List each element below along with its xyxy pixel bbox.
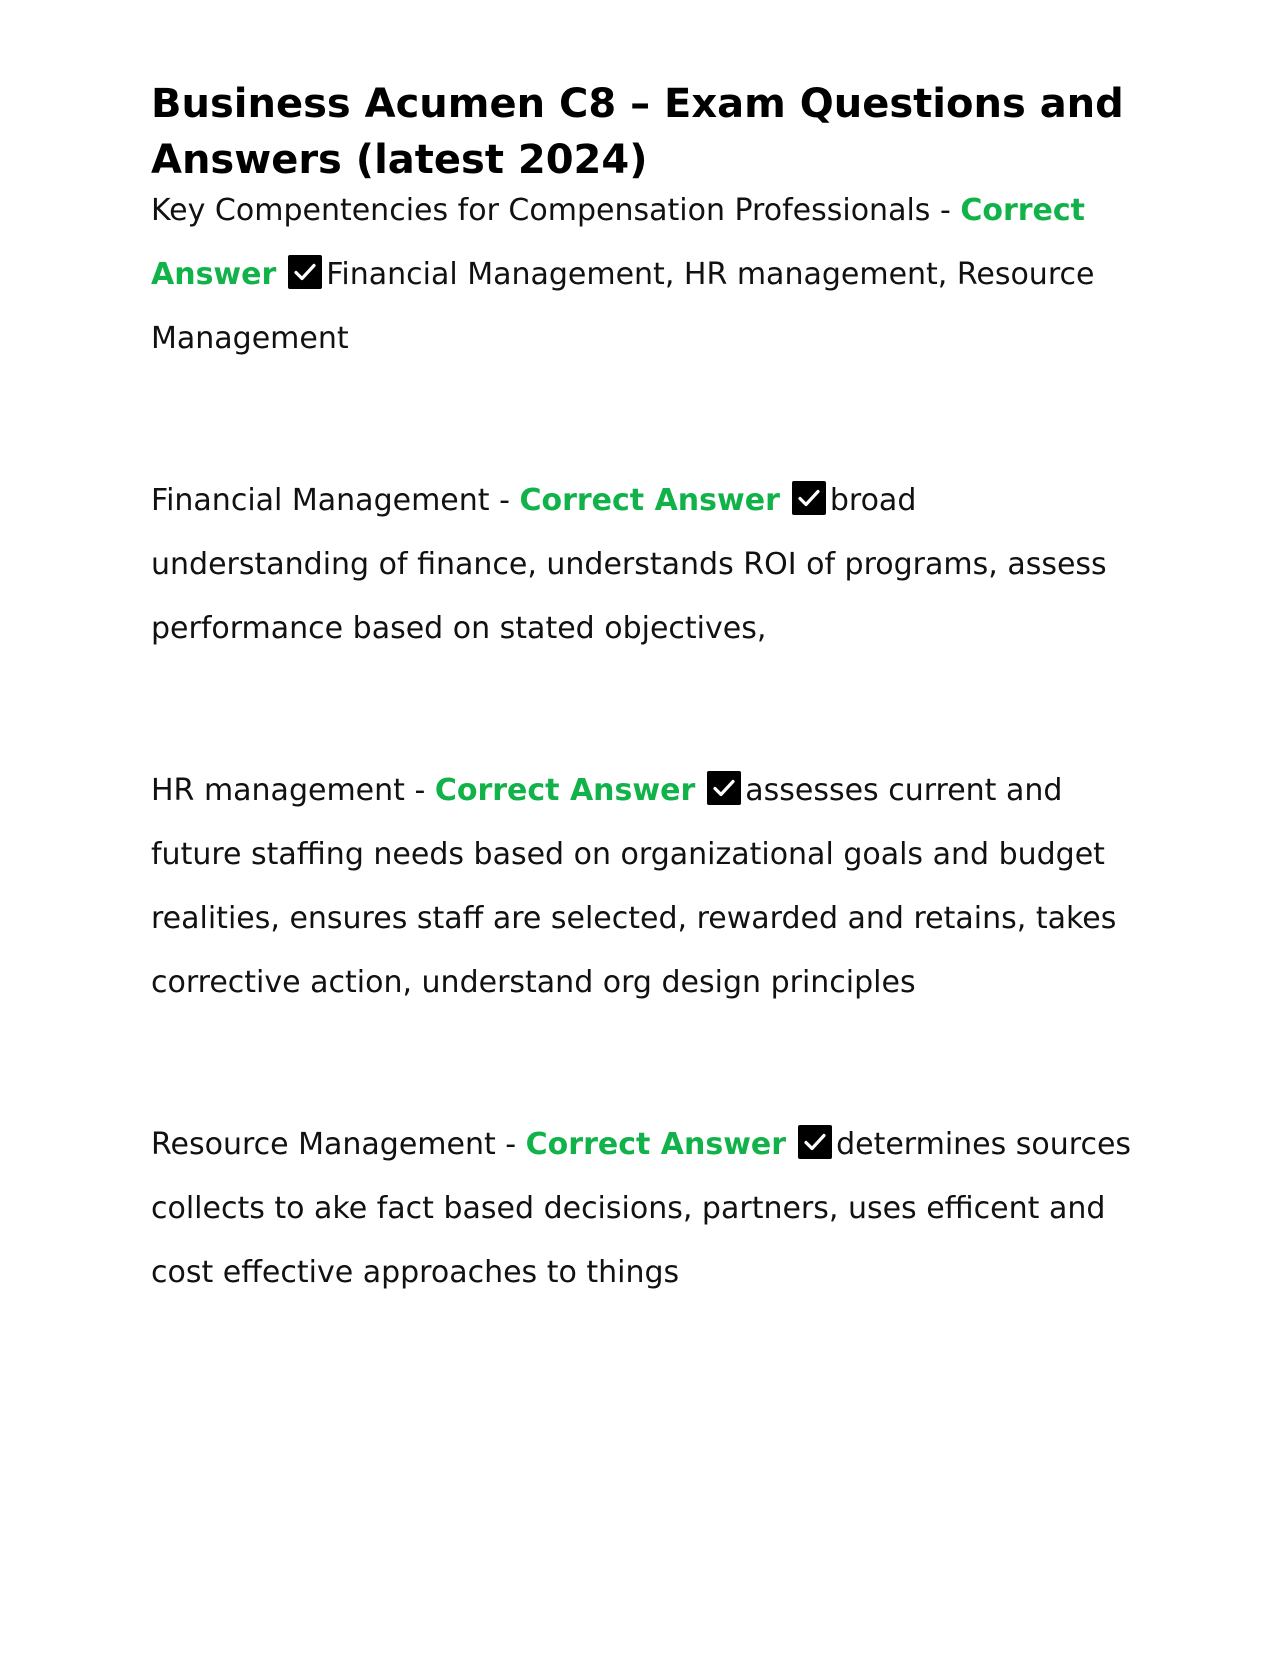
qa-item <box>151 469 1141 661</box>
separator: - <box>404 773 435 808</box>
check-box-icon <box>288 255 322 289</box>
document-page <box>151 76 1141 1305</box>
separator: - <box>495 1127 526 1162</box>
question-text: Financial Management <box>151 483 490 518</box>
question-text: Key Compentencies for Compensation Professionals <box>151 193 931 228</box>
answer-text: assesses current and future staffing needs based on organizational goals and budget realities, ensures staff are selected, rewarded and retains, takes corrective action, understand org design principles <box>151 773 1117 1000</box>
document-title: Business Acumen C8 – Exam Questions and Answers (latest 2024) <box>151 81 1124 183</box>
answer-text: broad understanding of finance, understands ROI of programs, assess performance based on stated objectives, <box>151 483 1107 646</box>
correct-answer-label: Correct Answer <box>519 483 780 518</box>
qa-item <box>151 179 1141 371</box>
separator: - <box>930 193 961 228</box>
separator: - <box>489 483 520 518</box>
qa-item <box>151 1113 1141 1305</box>
correct-answer-label: Correct Answer <box>434 773 696 808</box>
correct-answer-label: Correct Answer <box>525 1127 787 1162</box>
answer-text: determines sources collects to ake fact based decisions, partners, uses efficent and cost effective approaches to things <box>151 1127 1132 1290</box>
check-box-icon <box>707 771 741 805</box>
question-text: Resource Management <box>151 1127 496 1162</box>
qa-item <box>151 759 1141 1015</box>
correct-answer-label: Correct Answer <box>151 193 1086 292</box>
check-box-icon <box>798 1125 832 1159</box>
answer-text: Financial Management, HR management, Resource Management <box>151 257 1095 356</box>
question-text: HR management <box>151 773 405 808</box>
check-box-icon <box>792 481 826 515</box>
